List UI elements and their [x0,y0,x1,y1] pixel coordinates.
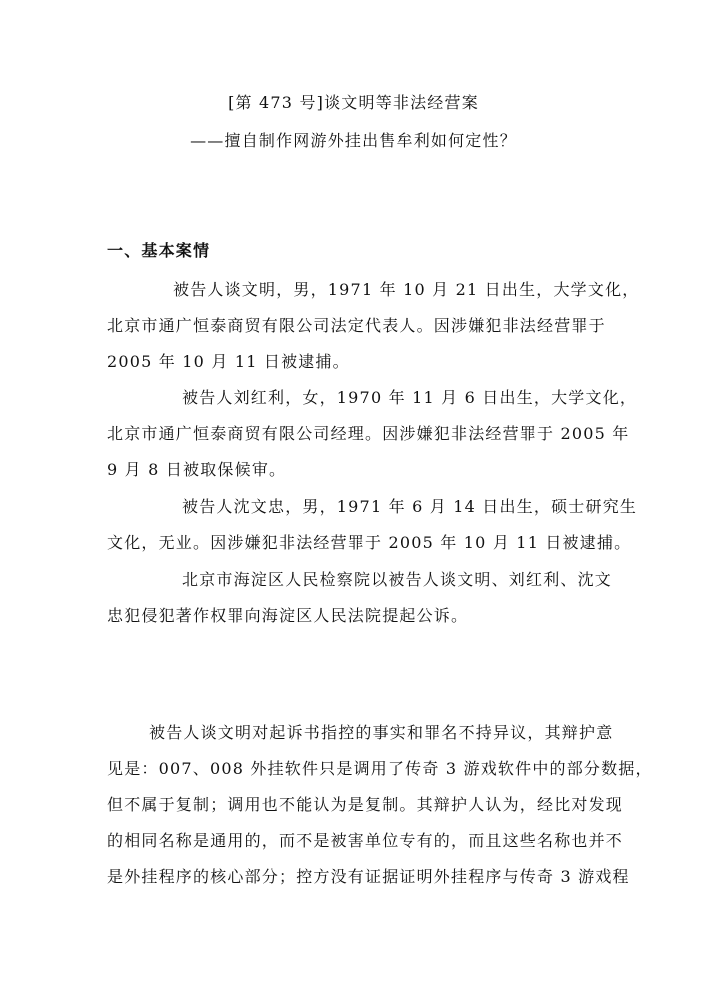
text-line: 北京市通广恒泰商贸有限公司经理。因涉嫌犯非法经营罪于 2005 年 [107,424,630,443]
text-line: 北京市通广恒泰商贸有限公司法定代表人。因涉嫌犯非法经营罪于 [107,316,606,335]
text-line: 被告人谈文明对起诉书指控的事实和罪名不持异议，其辩护意 [149,723,614,742]
text-line: 见是：007、008 外挂软件只是调用了传奇 3 游戏软件中的部分数据， [107,759,653,778]
section-heading: 一、基本案情 [107,241,211,260]
text-line: 是外挂程序的核心部分；控方没有证据证明外挂程序与传奇 3 游戏程 [107,867,630,886]
text-line: 被告人沈文忠，男，1971 年 6 月 14 日出生，硕士研究生 [182,497,638,516]
document-title: [第 473 号]谈文明等非法经营案 [228,93,479,112]
text-line: 文化，无业。因涉嫌犯非法经营罪于 2005 年 10 月 11 日被逮捕。 [107,533,632,552]
text-line: 忠犯侵犯著作权罪向海淀区人民法院提起公诉。 [107,606,469,625]
text-line: 但不属于复制；调用也不能认为是复制。其辩护人认为，经比对发现 [107,795,624,814]
text-line: 的相同名称是通用的，而不是被害单位专有的，而且这些名称也并不 [107,831,624,850]
document-subtitle: ——擅自制作网游外挂出售牟利如何定性？ [190,131,517,150]
text-line: 北京市海淀区人民检察院以被告人谈文明、刘红利、沈文 [182,570,613,589]
text-line: 被告人刘红利，女，1970 年 11 月 6 日出生，大学文化， [182,388,638,407]
text-line: 9 月 8 日被取保候审。 [107,460,287,479]
text-line: 2005 年 10 月 11 日被逮捕。 [107,352,350,371]
text-line: 被告人谈文明，男，1971 年 10 月 21 日出生，大学文化， [173,280,640,299]
